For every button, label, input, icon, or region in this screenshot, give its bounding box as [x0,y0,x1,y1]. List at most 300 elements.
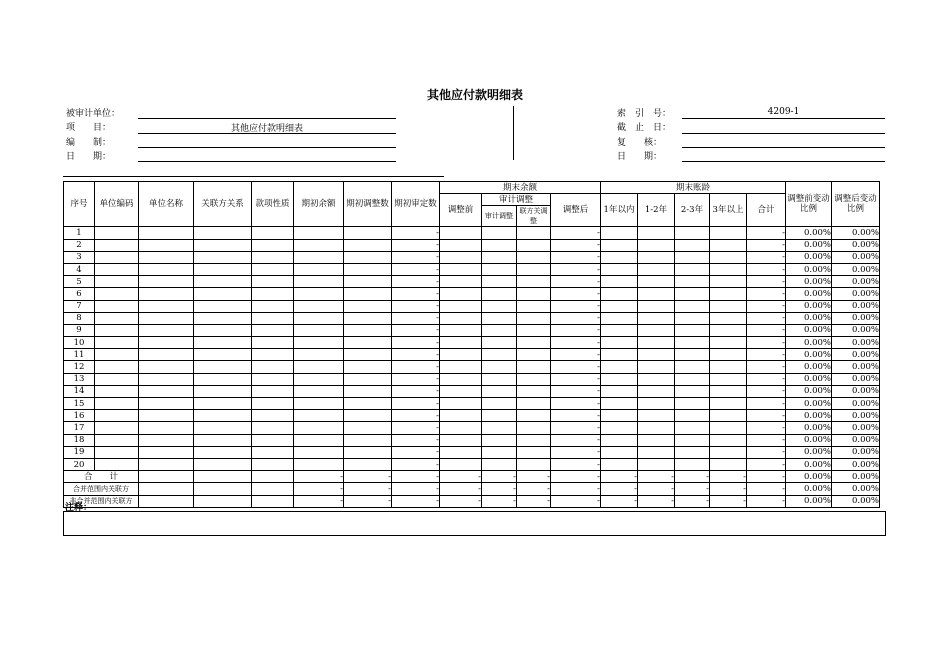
editable-cell[interactable] [638,312,675,324]
editable-cell[interactable] [675,398,710,410]
editable-cell[interactable] [482,458,517,470]
cutoff-field[interactable] [682,133,885,134]
editable-cell[interactable] [601,276,638,288]
summary-aging-cell: - [710,483,747,495]
editable-cell[interactable] [139,263,194,275]
editable-cell[interactable] [517,385,551,397]
editable-cell[interactable] [710,373,747,385]
editable-cell[interactable] [482,398,517,410]
editable-cell[interactable] [194,251,252,263]
editable-cell[interactable] [601,337,638,349]
editable-cell[interactable] [194,239,252,251]
editable-cell[interactable] [675,239,710,251]
after-adj-cell: - [551,349,601,361]
editable-cell[interactable] [675,288,710,300]
editable-cell[interactable] [139,300,194,312]
editable-cell[interactable] [139,434,194,446]
editable-cell[interactable] [95,361,139,373]
editable-cell[interactable] [139,458,194,470]
editable-cell[interactable] [344,373,392,385]
editable-cell[interactable] [440,276,482,288]
editable-cell[interactable] [344,239,392,251]
editable-cell[interactable] [517,458,551,470]
review-field[interactable] [682,147,885,148]
editable-cell[interactable] [95,312,139,324]
editable-cell[interactable] [710,227,747,239]
editable-cell[interactable] [440,385,482,397]
editable-cell[interactable] [638,434,675,446]
editable-cell[interactable] [252,312,294,324]
row-seq: 16 [64,410,95,422]
editable-cell[interactable] [194,398,252,410]
editable-cell[interactable] [675,410,710,422]
divider-vertical [513,106,514,160]
editable-cell[interactable] [482,227,517,239]
editable-cell[interactable] [601,410,638,422]
editable-cell[interactable] [344,361,392,373]
editable-cell[interactable] [139,422,194,434]
editable-cell[interactable] [638,398,675,410]
editable-cell[interactable] [194,373,252,385]
editable-cell[interactable] [440,263,482,275]
editable-cell[interactable] [252,373,294,385]
editable-cell[interactable] [194,227,252,239]
editable-cell[interactable] [95,288,139,300]
editable-cell[interactable] [638,251,675,263]
editable-cell[interactable] [675,434,710,446]
editable-cell[interactable] [294,373,344,385]
summary-value-cell: - [344,495,392,507]
editable-cell[interactable] [95,373,139,385]
editable-cell[interactable] [710,361,747,373]
editable-cell[interactable] [517,324,551,336]
editable-cell[interactable] [139,361,194,373]
summary-value-cell: - [392,483,440,495]
editable-cell[interactable] [440,288,482,300]
editable-cell[interactable] [95,324,139,336]
editable-cell[interactable] [252,422,294,434]
editable-cell[interactable] [482,312,517,324]
editable-cell[interactable] [482,410,517,422]
editable-cell[interactable] [710,300,747,312]
col-opening-final: 期初审定数 [392,182,440,227]
editable-cell[interactable] [95,446,139,458]
editable-cell[interactable] [139,288,194,300]
editable-cell[interactable] [710,422,747,434]
editable-cell[interactable] [139,239,194,251]
editable-cell[interactable] [440,361,482,373]
aging-total-cell: - [747,276,786,288]
editable-cell[interactable] [294,361,344,373]
editable-cell[interactable] [294,410,344,422]
editable-cell[interactable] [601,458,638,470]
editable-cell[interactable] [482,251,517,263]
editable-cell[interactable] [601,434,638,446]
editable-cell[interactable] [638,349,675,361]
ratio-before-cell: 0.00% [786,410,832,422]
editable-cell[interactable] [601,251,638,263]
prepared-field[interactable] [138,147,396,148]
aging-total-cell: - [747,410,786,422]
editable-cell[interactable] [139,349,194,361]
editable-cell[interactable] [710,239,747,251]
editable-cell[interactable] [252,263,294,275]
editable-cell[interactable] [601,385,638,397]
editable-cell[interactable] [194,422,252,434]
editable-cell[interactable] [710,398,747,410]
editable-cell[interactable] [139,398,194,410]
editable-cell[interactable] [440,410,482,422]
summary-value-cell: - [440,495,482,507]
editable-cell[interactable] [344,410,392,422]
editable-cell[interactable] [252,361,294,373]
editable-cell[interactable] [440,458,482,470]
editable-cell[interactable] [252,349,294,361]
ratio-after-cell: 0.00% [832,410,880,422]
editable-cell[interactable] [710,385,747,397]
editable-cell[interactable] [95,422,139,434]
editable-cell[interactable] [675,373,710,385]
editable-cell[interactable] [601,239,638,251]
editable-cell[interactable] [252,337,294,349]
editable-cell[interactable] [294,312,344,324]
editable-cell[interactable] [294,227,344,239]
editable-cell[interactable] [482,337,517,349]
editable-cell[interactable] [194,300,252,312]
editable-cell[interactable] [294,349,344,361]
editable-cell[interactable] [517,373,551,385]
editable-cell[interactable] [95,239,139,251]
editable-cell[interactable] [252,398,294,410]
editable-cell[interactable] [194,324,252,336]
editable-cell[interactable] [440,300,482,312]
editable-cell[interactable] [95,434,139,446]
note-box[interactable] [63,511,886,536]
editable-cell[interactable] [601,361,638,373]
editable-cell[interactable] [482,349,517,361]
table-row [64,349,880,361]
editable-cell[interactable] [194,434,252,446]
editable-cell[interactable] [517,251,551,263]
editable-cell[interactable] [638,361,675,373]
editable-cell[interactable] [482,373,517,385]
editable-cell[interactable] [194,410,252,422]
editable-cell[interactable] [517,288,551,300]
editable-cell[interactable] [710,312,747,324]
editable-cell[interactable] [252,324,294,336]
editable-cell[interactable] [252,458,294,470]
after-adj-cell: - [551,398,601,410]
editable-cell[interactable] [440,349,482,361]
editable-cell[interactable] [482,276,517,288]
editable-cell[interactable] [95,276,139,288]
editable-cell[interactable] [344,227,392,239]
editable-cell[interactable] [517,276,551,288]
editable-cell[interactable] [252,227,294,239]
editable-cell[interactable] [710,458,747,470]
editable-cell[interactable] [139,312,194,324]
editable-cell[interactable] [638,239,675,251]
editable-cell[interactable] [710,324,747,336]
editable-cell[interactable] [139,410,194,422]
editable-cell[interactable] [638,263,675,275]
editable-cell[interactable] [482,434,517,446]
editable-cell[interactable] [440,251,482,263]
editable-cell[interactable] [139,446,194,458]
editable-cell[interactable] [344,446,392,458]
auditee-field[interactable] [138,118,396,119]
detail-table [63,181,880,508]
editable-cell[interactable] [638,276,675,288]
editable-cell[interactable] [344,312,392,324]
editable-cell[interactable] [675,446,710,458]
editable-cell[interactable] [344,422,392,434]
editable-cell[interactable] [440,434,482,446]
editable-cell[interactable] [482,324,517,336]
editable-cell[interactable] [675,361,710,373]
editable-cell[interactable] [675,263,710,275]
editable-cell[interactable] [294,300,344,312]
prepared-label: 编 制： [66,138,112,148]
editable-cell[interactable] [440,373,482,385]
editable-cell[interactable] [294,434,344,446]
editable-cell[interactable] [95,385,139,397]
editable-cell[interactable] [194,385,252,397]
editable-cell[interactable] [194,276,252,288]
editable-cell[interactable] [194,349,252,361]
aging-total-cell: - [747,288,786,300]
editable-cell[interactable] [139,251,194,263]
editable-cell[interactable] [638,337,675,349]
editable-cell[interactable] [252,446,294,458]
editable-cell[interactable] [601,227,638,239]
ratio-after-cell: 0.00% [832,239,880,251]
editable-cell[interactable] [95,251,139,263]
index-field[interactable] [682,118,885,119]
editable-cell[interactable] [675,458,710,470]
editable-cell[interactable] [482,263,517,275]
editable-cell[interactable] [344,288,392,300]
editable-cell[interactable] [344,300,392,312]
editable-cell[interactable] [440,422,482,434]
editable-cell[interactable] [294,276,344,288]
editable-cell[interactable] [710,263,747,275]
editable-cell[interactable] [675,324,710,336]
editable-cell[interactable] [194,337,252,349]
opening-final-cell: - [392,312,440,324]
editable-cell[interactable] [710,337,747,349]
editable-cell[interactable] [440,337,482,349]
editable-cell[interactable] [517,446,551,458]
editable-cell[interactable] [194,458,252,470]
item-field[interactable] [138,133,396,134]
editable-cell[interactable] [344,349,392,361]
editable-cell[interactable] [344,337,392,349]
editable-cell[interactable] [675,312,710,324]
editable-cell[interactable] [601,422,638,434]
editable-cell[interactable] [517,239,551,251]
table-row [64,288,880,300]
editable-cell[interactable] [482,288,517,300]
editable-cell[interactable] [252,385,294,397]
after-adj-cell: - [551,373,601,385]
editable-cell[interactable] [517,410,551,422]
editable-cell[interactable] [710,446,747,458]
editable-cell[interactable] [194,263,252,275]
editable-cell[interactable] [710,251,747,263]
editable-cell[interactable] [517,312,551,324]
col-seq: 序号 [64,182,95,227]
editable-cell[interactable] [95,263,139,275]
editable-cell[interactable] [95,410,139,422]
editable-cell[interactable] [344,458,392,470]
editable-cell[interactable] [194,312,252,324]
editable-cell[interactable] [517,434,551,446]
editable-cell[interactable] [675,227,710,239]
editable-cell[interactable] [675,385,710,397]
editable-cell[interactable] [344,434,392,446]
editable-cell[interactable] [675,251,710,263]
editable-cell[interactable] [601,300,638,312]
editable-cell[interactable] [482,385,517,397]
opening-final-cell: - [392,227,440,239]
editable-cell[interactable] [517,398,551,410]
ratio-after-cell: 0.00% [832,227,880,239]
editable-cell[interactable] [638,288,675,300]
editable-cell[interactable] [252,300,294,312]
editable-cell[interactable] [95,337,139,349]
summary-value-cell: - [517,483,551,495]
editable-cell[interactable] [638,458,675,470]
editable-cell[interactable] [517,227,551,239]
editable-cell[interactable] [675,422,710,434]
editable-cell[interactable] [601,349,638,361]
editable-cell[interactable] [482,422,517,434]
editable-cell[interactable] [440,239,482,251]
editable-cell[interactable] [601,288,638,300]
editable-cell[interactable] [710,410,747,422]
editable-cell[interactable] [601,373,638,385]
editable-cell[interactable] [638,373,675,385]
editable-cell[interactable] [95,349,139,361]
editable-cell[interactable] [294,422,344,434]
editable-cell[interactable] [252,410,294,422]
editable-cell[interactable] [139,324,194,336]
editable-cell[interactable] [517,422,551,434]
editable-cell[interactable] [294,385,344,397]
editable-cell[interactable] [344,398,392,410]
editable-cell[interactable] [344,276,392,288]
editable-cell[interactable] [638,300,675,312]
editable-cell[interactable] [710,288,747,300]
ratio-after-cell: 0.00% [832,300,880,312]
editable-cell[interactable] [194,288,252,300]
editable-cell[interactable] [139,385,194,397]
editable-cell[interactable] [95,300,139,312]
editable-cell[interactable] [139,373,194,385]
editable-cell[interactable] [482,239,517,251]
editable-cell[interactable] [517,337,551,349]
editable-cell[interactable] [194,361,252,373]
editable-cell[interactable] [252,276,294,288]
editable-cell[interactable] [675,276,710,288]
editable-cell[interactable] [601,324,638,336]
editable-cell[interactable] [440,324,482,336]
editable-cell[interactable] [294,458,344,470]
editable-cell[interactable] [517,349,551,361]
table-row [64,385,880,397]
editable-cell[interactable] [344,251,392,263]
editable-cell[interactable] [139,227,194,239]
editable-cell[interactable] [517,300,551,312]
editable-cell[interactable] [638,324,675,336]
editable-cell[interactable] [294,288,344,300]
editable-cell[interactable] [294,337,344,349]
editable-cell[interactable] [675,300,710,312]
editable-cell[interactable] [601,263,638,275]
editable-cell[interactable] [710,276,747,288]
editable-cell[interactable] [95,458,139,470]
editable-cell[interactable] [601,312,638,324]
editable-cell[interactable] [139,337,194,349]
editable-cell[interactable] [139,276,194,288]
ratio-after-cell: 0.00% [832,398,880,410]
col-age-2: 1-2年 [638,194,675,227]
editable-cell[interactable] [601,446,638,458]
editable-cell[interactable] [440,227,482,239]
editable-cell[interactable] [440,398,482,410]
editable-cell[interactable] [517,263,551,275]
editable-cell[interactable] [710,434,747,446]
editable-cell[interactable] [517,361,551,373]
editable-cell[interactable] [675,337,710,349]
editable-cell[interactable] [294,398,344,410]
editable-cell[interactable] [294,446,344,458]
editable-cell[interactable] [252,288,294,300]
group-closing-balance: 期末余额 [440,182,601,194]
editable-cell[interactable] [294,251,344,263]
date-field-left[interactable] [138,161,396,162]
editable-cell[interactable] [440,446,482,458]
editable-cell[interactable] [95,398,139,410]
editable-cell[interactable] [675,349,710,361]
editable-cell[interactable] [294,324,344,336]
date-field-right[interactable] [682,161,885,162]
editable-cell[interactable] [344,324,392,336]
editable-cell[interactable] [601,398,638,410]
editable-cell[interactable] [710,349,747,361]
editable-cell[interactable] [194,446,252,458]
editable-cell[interactable] [440,312,482,324]
editable-cell[interactable] [344,263,392,275]
editable-cell[interactable] [638,422,675,434]
editable-cell[interactable] [344,385,392,397]
editable-cell[interactable] [482,446,517,458]
editable-cell[interactable] [294,263,344,275]
editable-cell[interactable] [638,227,675,239]
editable-cell[interactable] [294,239,344,251]
editable-cell[interactable] [252,251,294,263]
editable-cell[interactable] [638,446,675,458]
editable-cell[interactable] [482,300,517,312]
editable-cell[interactable] [252,434,294,446]
col-audit-adj: 审计调整 [482,206,517,227]
editable-cell[interactable] [638,410,675,422]
editable-cell[interactable] [638,385,675,397]
editable-cell[interactable] [482,361,517,373]
editable-cell[interactable] [252,239,294,251]
editable-cell[interactable] [95,227,139,239]
